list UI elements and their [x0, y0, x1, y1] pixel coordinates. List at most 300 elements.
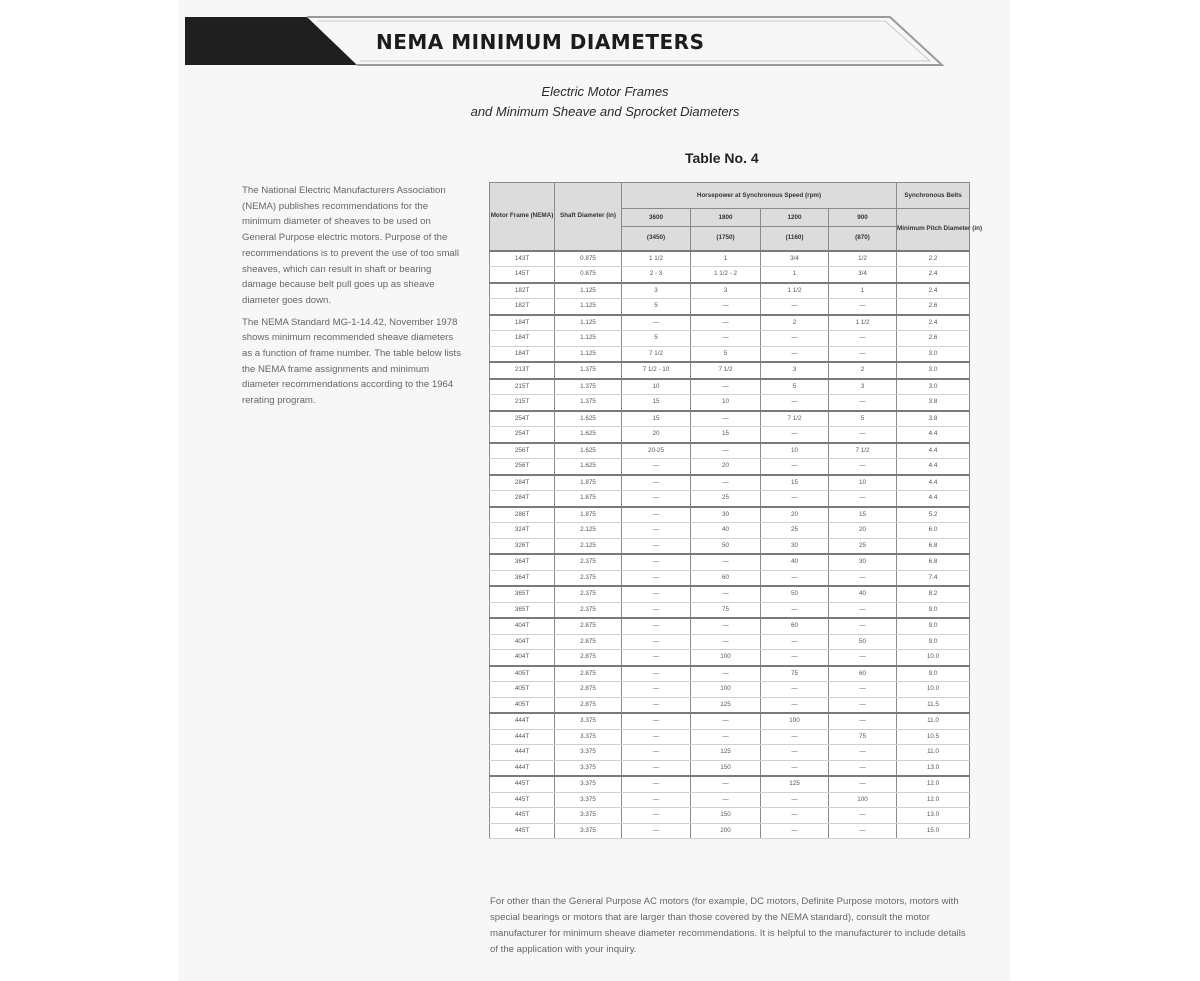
table-cell: 4.4 — [897, 459, 970, 475]
table-row — [490, 760, 970, 776]
table-cell: — — [829, 760, 897, 776]
table-row — [490, 792, 970, 808]
table-cell: — — [691, 776, 761, 792]
table-cell: — — [622, 554, 691, 570]
table-cell: 256T — [490, 443, 555, 459]
table-cell: — — [829, 570, 897, 586]
table-cell: 143T — [490, 251, 555, 267]
table-cell: — — [622, 682, 691, 698]
table-cell: 12.0 — [897, 776, 970, 792]
table-cell: 5.2 — [897, 507, 970, 523]
table-cell: 1 1/2 - 2 — [691, 267, 761, 283]
table-cell: 365T — [490, 586, 555, 602]
table-cell: 2.875 — [555, 650, 622, 666]
table-cell: 9.0 — [897, 666, 970, 682]
table-cell: 7 1/2 - 10 — [622, 362, 691, 379]
table-cell: — — [622, 634, 691, 650]
table-cell: 145T — [490, 267, 555, 283]
table-cell: 3.375 — [555, 776, 622, 792]
table-cell: — — [691, 554, 761, 570]
header-speed-870: (870) — [829, 227, 897, 251]
table-cell: 1 1/2 — [829, 315, 897, 331]
table-cell: — — [622, 666, 691, 682]
table-cell: 125 — [761, 776, 829, 792]
table-cell: — — [761, 491, 829, 507]
table-cell: 5 — [829, 411, 897, 427]
table-cell: 2.875 — [555, 618, 622, 634]
table-row — [490, 475, 970, 491]
table-cell: — — [829, 299, 897, 315]
table-row — [490, 618, 970, 634]
table-cell: 9.0 — [897, 618, 970, 634]
table-cell: 15 — [761, 475, 829, 491]
table-cell: — — [622, 459, 691, 475]
table-cell: 1 — [761, 267, 829, 283]
table-cell: 25 — [761, 523, 829, 539]
table-cell: 2.4 — [897, 283, 970, 299]
table-cell: 100 — [829, 792, 897, 808]
table-cell: 15 — [622, 411, 691, 427]
table-cell: 7 1/2 — [622, 346, 691, 362]
table-cell: 1.625 — [555, 427, 622, 443]
table-cell: — — [622, 745, 691, 761]
table-cell: 2.2 — [897, 251, 970, 267]
header-shaft-diameter: Shaft Diameter (in) — [555, 183, 622, 251]
table-cell: 7 1/2 — [691, 362, 761, 379]
table-cell: — — [761, 697, 829, 713]
table-cell: 1.375 — [555, 379, 622, 395]
table-cell: 1.125 — [555, 315, 622, 331]
table-cell: 15 — [691, 427, 761, 443]
table-cell: — — [622, 823, 691, 839]
table-cell: 365T — [490, 602, 555, 618]
table-cell: 100 — [691, 650, 761, 666]
table-cell: 213T — [490, 362, 555, 379]
table-row — [490, 554, 970, 570]
table-cell: — — [761, 729, 829, 745]
table-cell: — — [691, 315, 761, 331]
table-row — [490, 267, 970, 283]
table-row — [490, 411, 970, 427]
table-row — [490, 346, 970, 362]
table-cell: 3.375 — [555, 823, 622, 839]
table-cell: — — [691, 634, 761, 650]
intro-paragraph-2: The NEMA Standard MG-1-14.42, November 1978 shows minimum recommended sheave diameters as a function of frame number. The table below lists the NEMA frame assignments and minimum diameter recommendations according to the 1964 rerating program. — [242, 316, 461, 407]
table-cell: — — [829, 697, 897, 713]
footer-note: For other than the General Purpose AC motors (for example, DC motors, Definite Purpose motors, motors with special bearings or motors that are larger than those covered by the NEMA standard), consult the motor manufacturer for minimum sheave diameter recommendations. It is helpful to the manufacturer to include details of the application with your inquiry. — [490, 896, 966, 955]
table-cell: 3.375 — [555, 792, 622, 808]
table-cell: 30 — [691, 507, 761, 523]
table-cell: 3.0 — [897, 362, 970, 379]
nema-frame-table — [489, 182, 983, 839]
table-row — [490, 459, 970, 475]
table-cell: 60 — [829, 666, 897, 682]
banner-title: NEMA MINIMUM DIAMETERS — [376, 30, 705, 54]
table-cell: — — [691, 411, 761, 427]
table-cell: 5 — [622, 299, 691, 315]
table-cell: — — [622, 523, 691, 539]
table-cell: — — [829, 650, 897, 666]
table-cell: 11.0 — [897, 713, 970, 729]
table-cell: — — [761, 808, 829, 824]
intro-paragraph-1: The National Electric Manufacturers Association (NEMA) publishes recommendations for the minimum diameter of sheaves to be used on General Purpose electric motors. Purpose of the recommendations is to prevent the use of too small sheaves, which can result in shaft or bearing damage because belt pull goes up as sheave diameter goes down. — [242, 185, 460, 306]
table-cell: 1.875 — [555, 475, 622, 491]
table-cell: 5 — [691, 346, 761, 362]
table-cell: — — [622, 729, 691, 745]
table-cell: 10 — [622, 379, 691, 395]
subtitle-line-2: and Minimum Sheave and Sprocket Diameters — [470, 104, 740, 119]
table-cell: — — [761, 459, 829, 475]
table-cell: — — [761, 650, 829, 666]
table-cell: 0.875 — [555, 251, 622, 267]
table-cell: 3 — [761, 362, 829, 379]
table-row — [490, 443, 970, 459]
table-cell: 2.125 — [555, 538, 622, 554]
table-cell: — — [829, 745, 897, 761]
table-cell: 11.5 — [897, 697, 970, 713]
table-cell: — — [691, 729, 761, 745]
table-cell: 30 — [829, 554, 897, 570]
table-cell: 40 — [829, 586, 897, 602]
table-cell: — — [761, 427, 829, 443]
table-cell: 3 — [622, 283, 691, 299]
table-cell: — — [761, 745, 829, 761]
table-cell: — — [691, 586, 761, 602]
table-cell: 404T — [490, 618, 555, 634]
table-cell: 1.125 — [555, 299, 622, 315]
table-cell: — — [622, 760, 691, 776]
table-cell: 3.8 — [897, 411, 970, 427]
table-cell: 12.0 — [897, 792, 970, 808]
table-cell: 404T — [490, 650, 555, 666]
table-cell: 2.875 — [555, 634, 622, 650]
table-cell: 1 1/2 — [761, 283, 829, 299]
table-cell: — — [622, 538, 691, 554]
table-cell: — — [622, 475, 691, 491]
table-cell: — — [829, 682, 897, 698]
table-cell: 75 — [761, 666, 829, 682]
table-cell: 2.875 — [555, 666, 622, 682]
table-cell: 10.5 — [897, 729, 970, 745]
table-cell: — — [622, 507, 691, 523]
table-cell: 444T — [490, 760, 555, 776]
table-cell: — — [622, 618, 691, 634]
header-speed-1200: 1200 — [761, 209, 829, 227]
table-cell: 3.0 — [897, 379, 970, 395]
table-cell: 2.4 — [897, 267, 970, 283]
table-cell: 1.875 — [555, 507, 622, 523]
table-cell: 0.875 — [555, 267, 622, 283]
table-cell: 15 — [829, 507, 897, 523]
table-cell: 405T — [490, 666, 555, 682]
table-cell: — — [691, 379, 761, 395]
table-row — [490, 823, 970, 839]
table-cell: — — [829, 602, 897, 618]
table-cell: 20 — [691, 459, 761, 475]
table-cell: 3 — [691, 283, 761, 299]
table-cell: 2.375 — [555, 554, 622, 570]
table-cell: 2.875 — [555, 682, 622, 698]
table-cell: 20 — [761, 507, 829, 523]
table-cell: 40 — [691, 523, 761, 539]
table-cell: — — [691, 475, 761, 491]
header-speed-1750: (1750) — [691, 227, 761, 251]
table-cell: — — [622, 776, 691, 792]
table-cell: 2.6 — [897, 299, 970, 315]
table-cell: — — [622, 792, 691, 808]
table-cell: 200 — [691, 823, 761, 839]
table-cell: 256T — [490, 459, 555, 475]
table-cell: 9.0 — [897, 602, 970, 618]
table-cell: — — [829, 491, 897, 507]
table-cell: 4.4 — [897, 427, 970, 443]
table-cell: 7 1/2 — [761, 411, 829, 427]
table-cell: 15 — [622, 395, 691, 411]
table-cell: 60 — [761, 618, 829, 634]
table-row — [490, 362, 970, 379]
table-cell: 4.4 — [897, 443, 970, 459]
table-cell: — — [691, 443, 761, 459]
table-cell: 6.8 — [897, 538, 970, 554]
table-cell: 5 — [761, 379, 829, 395]
table-cell: 6.8 — [897, 554, 970, 570]
table-cell: 445T — [490, 823, 555, 839]
table-cell: — — [829, 808, 897, 824]
table-cell: — — [622, 491, 691, 507]
table-cell: 1.125 — [555, 346, 622, 362]
table-cell: 125 — [691, 697, 761, 713]
table-cell: 7 1/2 — [829, 443, 897, 459]
table-cell: 1.875 — [555, 491, 622, 507]
table-row — [490, 666, 970, 682]
table-cell: — — [691, 713, 761, 729]
table-cell: 2.375 — [555, 586, 622, 602]
table-row — [490, 729, 970, 745]
table-cell: — — [829, 427, 897, 443]
table-cell: 150 — [691, 760, 761, 776]
table-cell: 3.0 — [897, 346, 970, 362]
table-row — [490, 570, 970, 586]
table-cell: 444T — [490, 713, 555, 729]
table-cell: 2 — [761, 315, 829, 331]
table-cell: 4.4 — [897, 491, 970, 507]
table-cell: — — [622, 602, 691, 618]
table-cell: — — [761, 570, 829, 586]
table-cell: 3/4 — [761, 251, 829, 267]
table-cell: 11.0 — [897, 745, 970, 761]
table-cell: 1.375 — [555, 362, 622, 379]
header-speed-1160: (1160) — [761, 227, 829, 251]
table-cell: 5 — [622, 331, 691, 347]
table-cell: 2.375 — [555, 602, 622, 618]
table-cell: 326T — [490, 538, 555, 554]
table-cell: 4.4 — [897, 475, 970, 491]
table-cell: 405T — [490, 697, 555, 713]
table-cell: — — [829, 823, 897, 839]
table-cell: — — [761, 602, 829, 618]
table-cell: 445T — [490, 808, 555, 824]
table-cell: — — [622, 650, 691, 666]
table-cell: 1.125 — [555, 283, 622, 299]
table-row — [490, 427, 970, 443]
table-cell: — — [691, 666, 761, 682]
table-cell: 1 — [691, 251, 761, 267]
header-sheave-group: Synchronous Belts — [897, 183, 970, 209]
table-cell: 2.4 — [897, 315, 970, 331]
table-cell: 1 1/2 — [622, 251, 691, 267]
table-row — [490, 491, 970, 507]
table-cell: 6.0 — [897, 523, 970, 539]
header-motor-frame: Motor Frame (NEMA) — [490, 183, 555, 251]
intro-text — [242, 183, 462, 415]
table-cell: — — [829, 346, 897, 362]
table-cell: 25 — [829, 538, 897, 554]
table-cell: 3.375 — [555, 713, 622, 729]
table-cell: 182T — [490, 283, 555, 299]
table-cell: 364T — [490, 554, 555, 570]
table-cell: 3.375 — [555, 808, 622, 824]
table-row — [490, 745, 970, 761]
table-row — [490, 650, 970, 666]
header-speed-3450: (3450) — [622, 227, 691, 251]
table-row — [490, 586, 970, 602]
table-cell: 254T — [490, 427, 555, 443]
table-cell: 1.625 — [555, 459, 622, 475]
table-cell: 50 — [761, 586, 829, 602]
table-cell: 150 — [691, 808, 761, 824]
table-cell: 100 — [691, 682, 761, 698]
table-cell: — — [622, 697, 691, 713]
header-speed-900: 900 — [829, 209, 897, 227]
table-cell: — — [691, 331, 761, 347]
table-cell: 1.625 — [555, 443, 622, 459]
table-cell: 10 — [761, 443, 829, 459]
table-row — [490, 283, 970, 299]
table-cell: — — [622, 315, 691, 331]
table-row — [490, 776, 970, 792]
table-cell: 444T — [490, 729, 555, 745]
header-speed-3600: 3600 — [622, 209, 691, 227]
table-row — [490, 682, 970, 698]
table-row — [490, 713, 970, 729]
table-cell: 10.0 — [897, 682, 970, 698]
table-row — [490, 315, 970, 331]
table-cell: — — [761, 395, 829, 411]
table-cell: — — [761, 760, 829, 776]
table-cell: 75 — [829, 729, 897, 745]
table-cell: — — [761, 682, 829, 698]
table-cell: 25 — [691, 491, 761, 507]
table-cell: 75 — [691, 602, 761, 618]
header-horsepower-group: Horsepower at Synchronous Speed (rpm) — [622, 183, 897, 209]
table-row — [490, 331, 970, 347]
table-cell: 1.625 — [555, 411, 622, 427]
table-cell: 2 - 3 — [622, 267, 691, 283]
table-cell: 10.0 — [897, 650, 970, 666]
table-row — [490, 634, 970, 650]
table-cell: 3.8 — [897, 395, 970, 411]
table-cell: — — [622, 586, 691, 602]
table-cell: 13.0 — [897, 808, 970, 824]
header-min-pitch-diameter: Minimum Pitch Diameter (in) — [897, 209, 970, 251]
table-cell: 182T — [490, 299, 555, 315]
table-cell: — — [622, 570, 691, 586]
table-cell: — — [761, 823, 829, 839]
table-cell: 215T — [490, 379, 555, 395]
table-cell: 50 — [829, 634, 897, 650]
table-cell: — — [622, 808, 691, 824]
table-cell: 364T — [490, 570, 555, 586]
table-cell: 2 — [829, 362, 897, 379]
table-cell: — — [829, 776, 897, 792]
table-row — [490, 395, 970, 411]
table-cell: — — [691, 792, 761, 808]
table-cell: 60 — [691, 570, 761, 586]
table-cell: — — [622, 713, 691, 729]
table-cell: 215T — [490, 395, 555, 411]
table-body — [490, 251, 970, 839]
table-cell: — — [761, 299, 829, 315]
table-cell: — — [829, 459, 897, 475]
table-row — [490, 697, 970, 713]
table-row — [490, 507, 970, 523]
subtitle-line-1: Electric Motor Frames — [541, 84, 669, 99]
table-cell: 40 — [761, 554, 829, 570]
table-cell: 1.125 — [555, 331, 622, 347]
table-cell: 184T — [490, 331, 555, 347]
table-cell: 284T — [490, 475, 555, 491]
table-cell: 284T — [490, 491, 555, 507]
table-cell: — — [761, 634, 829, 650]
table-row — [490, 299, 970, 315]
table-cell: 445T — [490, 776, 555, 792]
table-cell: 3.375 — [555, 760, 622, 776]
table-row — [490, 602, 970, 618]
table-cell: 100 — [761, 713, 829, 729]
table-cell: — — [691, 299, 761, 315]
table-cell: 184T — [490, 315, 555, 331]
table-cell: 405T — [490, 682, 555, 698]
table-cell: 404T — [490, 634, 555, 650]
table-cell: — — [761, 792, 829, 808]
table-cell: 2.125 — [555, 523, 622, 539]
table-cell: 3/4 — [829, 267, 897, 283]
table-cell: 20 — [829, 523, 897, 539]
table-cell: 30 — [761, 538, 829, 554]
table-cell: 184T — [490, 346, 555, 362]
table-cell: 50 — [691, 538, 761, 554]
table-cell: 254T — [490, 411, 555, 427]
table-cell: 1/2 — [829, 251, 897, 267]
table-cell: — — [829, 713, 897, 729]
table-cell: 125 — [691, 745, 761, 761]
table-cell: 445T — [490, 792, 555, 808]
table-cell: — — [761, 346, 829, 362]
table-cell: 20 — [622, 427, 691, 443]
table-row — [490, 251, 970, 267]
table-cell: 3.375 — [555, 745, 622, 761]
table-row — [490, 523, 970, 539]
table-row — [490, 538, 970, 554]
table-cell: 1.375 — [555, 395, 622, 411]
table-cell: — — [829, 395, 897, 411]
table-number: Table No. 4 — [685, 150, 759, 166]
table-cell: 286T — [490, 507, 555, 523]
table-cell: 10 — [691, 395, 761, 411]
table-cell: 1 — [829, 283, 897, 299]
table-cell: 3.375 — [555, 729, 622, 745]
table-cell: — — [761, 331, 829, 347]
